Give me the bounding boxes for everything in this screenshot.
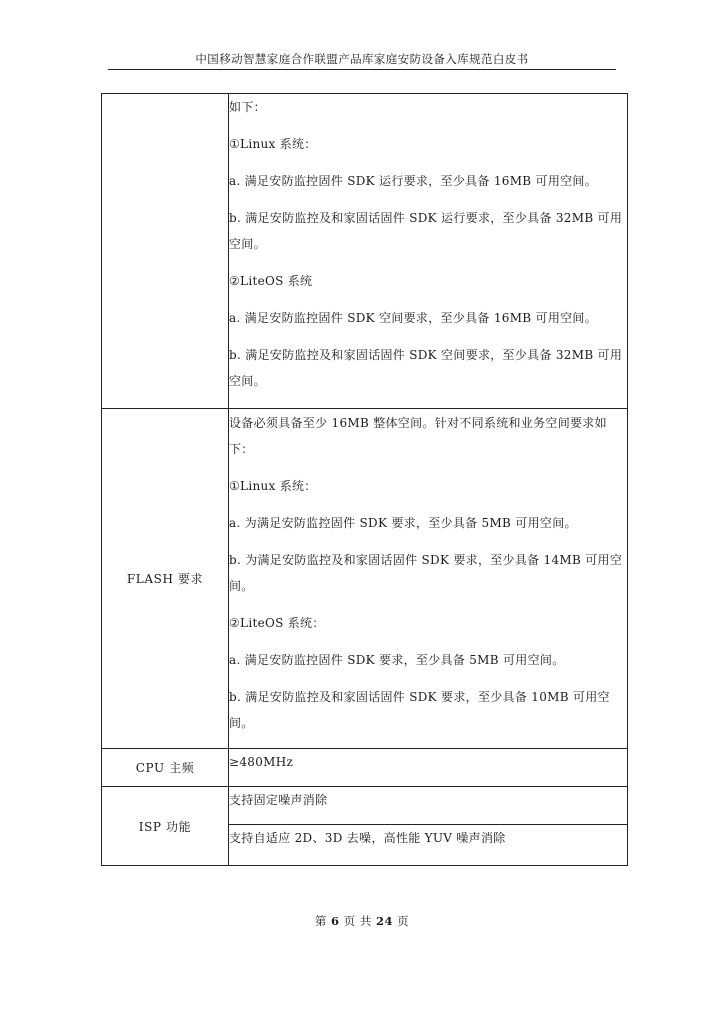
footer-total-pages: 24 — [375, 914, 393, 928]
storage-line-liteos: ②LiteOS 系统 — [229, 274, 313, 288]
isp-value-1-text: 支持固定噪声消除 — [229, 793, 328, 807]
table-row-storage — [102, 94, 628, 409]
table-row-cpu — [102, 749, 628, 787]
flash-line-liteos-b: b. 满足安防监控及和家固话固件 SDK 要求，至少具备 10MB 可用空间。 — [229, 690, 610, 730]
cpu-label: CPU 主频 — [102, 749, 229, 787]
storage-line-intro: 如下： — [229, 100, 266, 114]
footer-page-number: 6 — [331, 914, 340, 928]
storage-line-linux-b: b. 满足安防监控及和家固话固件 SDK 运行要求，至少具备 32MB 可用空间。 — [229, 211, 623, 251]
storage-line-linux: ①Linux 系统： — [229, 137, 317, 151]
cpu-value — [229, 749, 628, 787]
flash-line-liteos: ②LiteOS 系统： — [229, 616, 325, 630]
isp-label: ISP 功能 — [102, 787, 229, 866]
flash-line-liteos-a: a. 满足安防监控固件 SDK 要求，至少具备 5MB 可用空间。 — [229, 653, 565, 667]
flash-label: FLASH 要求 — [102, 409, 229, 749]
flash-content-cell — [229, 409, 628, 749]
flash-line-linux-b: b. 为满足安防监控及和家固话固件 SDK 要求，至少具备 14MB 可用空间。 — [229, 553, 623, 593]
cpu-value-text: ≥480MHz — [229, 755, 294, 769]
storage-line-linux-a: a. 满足安防监控固件 SDK 运行要求，至少具备 16MB 可用空间。 — [229, 174, 598, 188]
storage-line-liteos-b: b. 满足安防监控及和家固话固件 SDK 空间要求，至少具备 32MB 可用空间。 — [229, 348, 623, 388]
footer-mid: 页 共 — [343, 914, 372, 928]
flash-line-linux-a: a. 为满足安防监控固件 SDK 要求，至少具备 5MB 可用空间。 — [229, 516, 577, 530]
isp-value-2-text: 支持自适应 2D、3D 去噪，高性能 YUV 噪声消除 — [229, 831, 506, 845]
flash-line-intro: 设备必须具备至少 16MB 整体空间。针对不同系统和业务空间要求如下： — [229, 416, 607, 456]
table-row-flash — [102, 409, 628, 749]
footer-suffix: 页 — [397, 914, 410, 928]
storage-line-liteos-a: a. 满足安防监控固件 SDK 空间要求，至少具备 16MB 可用空间。 — [229, 311, 598, 325]
flash-line-linux: ①Linux 系统： — [229, 479, 317, 493]
page-footer — [0, 913, 724, 929]
spec-table — [101, 93, 628, 866]
header-divider — [108, 69, 616, 70]
page-header-title: 中国移动智慧家庭合作联盟产品库家庭安防设备入库规范白皮书 — [195, 52, 529, 66]
storage-content-cell — [229, 94, 628, 409]
isp-value-2 — [229, 825, 628, 866]
isp-value-1 — [229, 787, 628, 825]
storage-label-cell — [102, 94, 229, 409]
table-row-isp-1 — [102, 787, 628, 825]
footer-prefix: 第 — [314, 914, 327, 928]
